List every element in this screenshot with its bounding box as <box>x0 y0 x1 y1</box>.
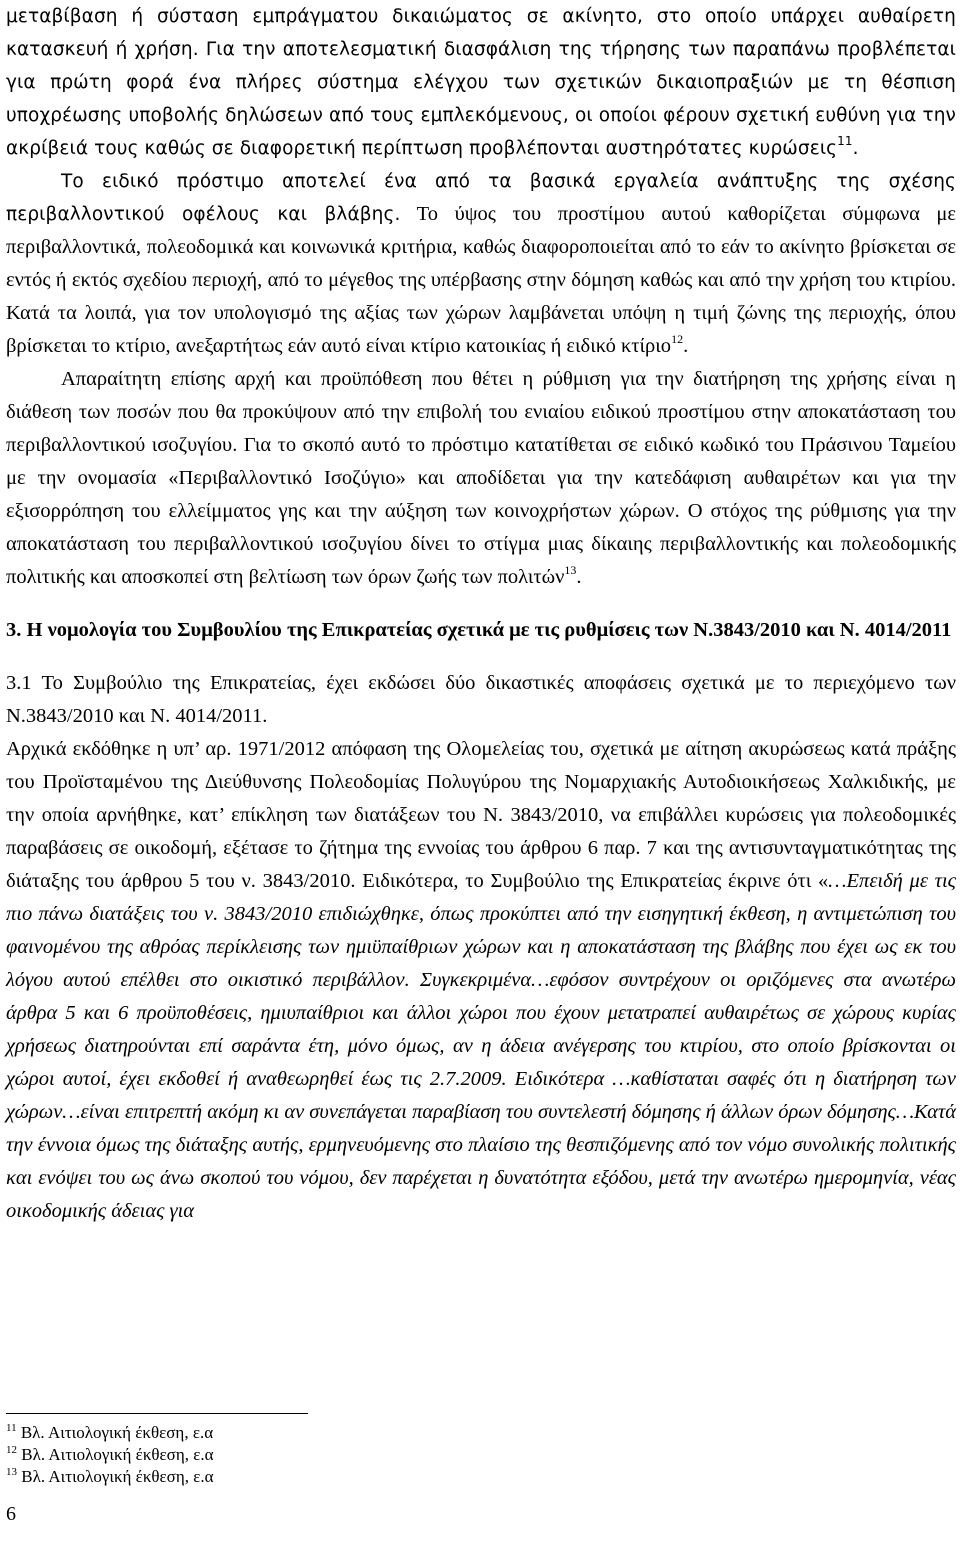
paragraph-3-end: . <box>576 566 582 588</box>
footnote-number: 13 <box>6 1466 17 1478</box>
paragraph-1-text: μεταβίβαση ή σύσταση εμπράγματου δικαιώματος σε ακίνητο, στο οποίο υπάρχει αυθαίρετη κατασκευή ή χρήση. Για την αποτελεσματική διασφάλιση της τήρησης των παραπάνω προβλέπεται για πρώτη φορά ένα πλήρες σύστημα ελέγχου των σχετικών δικαιοπραξιών με τη θέσπιση υποχρέωσης υποβολής δηλώσεων από τους εμπλεκόμενους, οι οποίοι φέρουν σχετική ευθύνη για την ακρίβειά τους καθώς σε διαφορετική περίπτωση προβλέπονται αυστηρότατες κυρώσεις <box>6 6 956 159</box>
paragraph-5-quote: …Επειδή με τις πιο πάνω διατάξεις του ν. 3843/2010 επιδιώχθηκε, όπως προκύπτει από την εισηγητική έκθεση, η αντιμετώπιση του φαινομένου της αθρόας περίκλεισης των ημιϋπαίθριων χώρων και η αποκατάσταση της βλάβης που έχει ως εκ του λόγου αυτού επέλθει στο οικιστικό περιβάλλον. Συγκεκριμένα…εφόσον συντρέχουν οι οριζόμενες στα ανωτέρω άρθρα 5 και 6 προϋποθέσεις, ημιυπαίθριοι και άλλοι χώροι που έχουν μετατραπεί αυθαιρέτως σε χώρους κυρίας χρήσεως διατηρούνται επί σαράντα έτη, μόνο όμως, αν η άδεια ανέγερσης του κτιρίου, στο οποίο βρίσκονται οι χώροι αυτοί, έχει εκδοθεί ή αναθεωρηθεί έως τις 2.7.2009. Ειδικότερα …καθίσταται σαφές ότι η διατήρηση των χώρων…είναι επιτρεπτή ακόμη κι αν συνεπάγεται παραβίαση του συντελεστή δόμησης ή άλλων όρων δόμησης…Κατά την έννοια όμως της διάταξης αυτής, ερμηνευόμενης στο πλαίσιο της θεσπιζόμενης από τον νόμο συνολικής πολιτικής και ενόψει του ως άνω σκοπού του νόμου, δεν παρέχεται η δυνατότητα εξόδου, μετά την ανωτέρω ημερομηνία, νέας οικοδομικής άδειας για <box>6 870 956 1222</box>
footnote-ref-11[interactable]: 11 <box>837 134 853 148</box>
paragraph-3 <box>6 363 956 594</box>
footnote-12 <box>6 1444 214 1466</box>
footnote-text: Βλ. Αιτιολογική έκθεση, ε.α <box>20 1423 214 1442</box>
page-number: 6 <box>6 1503 16 1525</box>
footnote-text: Βλ. Αιτιολογική έκθεση, ε.α <box>21 1445 214 1464</box>
footnote-number: 11 <box>6 1422 17 1434</box>
footnote-13 <box>6 1466 214 1488</box>
footnote-text: Βλ. Αιτιολογική έκθεση, ε.α <box>21 1467 214 1486</box>
paragraph-4: 3.1 Το Συμβούλιο της Επικρατείας, έχει εκδώσει δύο δικαστικές αποφάσεις σχετικά με το περιεχόμενο των Ν.3843/2010 και Ν. 4014/2011. <box>6 672 956 727</box>
footnotes <box>6 1422 214 1488</box>
footnote-11 <box>6 1422 214 1444</box>
paragraph-2 <box>6 165 956 363</box>
paragraph-2-sans-text: Το ειδικό πρόστιμο αποτελεί ένα από τα βασικά εργαλεία ανάπτυξης της σχέσης περιβαλλοντικού οφέλους και βλάβης. <box>6 171 956 225</box>
paragraph-5-text: Αρχικά εκδόθηκε η υπ’ αρ. 1971/2012 απόφαση της Ολομελείας του, σχετικά με αίτηση ακυρώσεως κατά πράξης του Προϊσταμένου της Διεύθυνσης Πολεοδομίας Πολυγύρου της Νομαρχιακής Αυτοδιοικήσεως Χαλκιδικής, με την οποία αρνήθηκε, κατ’ επίκληση των διατάξεων του Ν. 3843/2010, να επιβάλλει κυρώσεις για πολεοδομικές παραβάσεις σε οικοδομή, εξέτασε το ζήτημα της εννοίας του άρθρου 6 παρ. 7 και της αντισυνταγματικότητας της διάταξης του άρθρου 5 του ν. 3843/2010. Ειδικότερα, το Συμβούλιο της Επικρατείας έκρινε ότι « <box>6 738 956 892</box>
footnote-number: 12 <box>6 1444 17 1456</box>
paragraph-1 <box>6 0 956 165</box>
section-heading: 3. Η νομολογία του Συμβουλίου της Επικρατείας σχετικά με τις ρυθμίσεις των Ν.3843/2010 και Ν. 4014/2011 <box>6 619 952 641</box>
paragraph-5 <box>6 733 956 1228</box>
paragraph-2-end: . <box>683 335 689 357</box>
paragraph-1-end: . <box>852 138 859 159</box>
paragraph-2-serif-text: Το ύψος του προστίμου αυτού καθορίζεται σύμφωνα με περιβαλλοντικά, πολεοδομικά και κοινωνικά κριτήρια, καθώς διαφοροποιείται από το εάν το ακίνητο βρίσκεται σε εντός ή εκτός σχεδίου περιοχή, από το μέγεθος της υπέρβασης στην δόμηση καθώς και από την χρήση του κτιρίου. Κατά τα λοιπά, για τον υπολογισμό της αξίας των χώρων λαμβάνεται υπόψη η τιμή ζώνης της περιοχής, όπου βρίσκεται το κτίριο, ανεξαρτήτως εάν αυτό είναι κτίριο κατοικίας ή ειδικό κτίριο <box>6 203 956 357</box>
footnote-separator <box>6 1413 308 1414</box>
paragraph-3-text: Απαραίτητη επίσης αρχή και προϋπόθεση που θέτει η ρύθμιση για την διατήρηση της χρήσης είναι η διάθεση των ποσών που θα προκύψουν από την επιβολή του ενιαίου ειδικού προστίμου στην αποκατάσταση του περιβαλλοντικού ισοζυγίου. Για το σκοπό αυτό το πρόστιμο κατατίθεται σε ειδικό κωδικό του Πράσινου Ταμείου με την ονομασία «Περιβαλλοντικό Ισοζύγιο» και αποδίδεται για την κατεδάφιση αυθαιρέτων και για την εξισορρόπηση του ελλείμματος γης και την αύξηση των κοινοχρήστων χώρων. Ο στόχος της ρύθμισης για την αποκατάσταση του περιβαλλοντικού ισοζυγίου δίνει το στίγμα μιας δίκαιης περιβαλλοντικής και πολεοδομικής πολιτικής και αποσκοπεί στη βελτίωση των όρων ζωής των πολιτών <box>6 368 956 588</box>
footnote-ref-13[interactable]: 13 <box>564 563 577 577</box>
footnote-ref-12[interactable]: 12 <box>671 332 684 346</box>
document-body <box>6 0 956 1228</box>
